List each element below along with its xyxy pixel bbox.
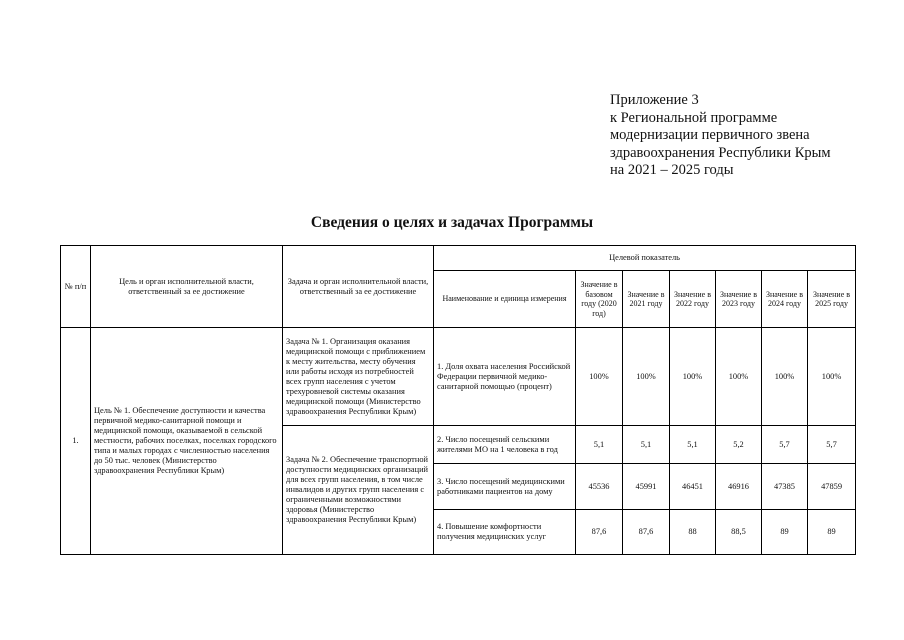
header-2022: Значение в 2022 году xyxy=(670,271,716,328)
header-2025: Значение в 2025 году xyxy=(808,271,856,328)
value-2025: 5,7 xyxy=(808,426,856,464)
header-task: Задача и орган исполнительной власти, ответственный за ее достижение xyxy=(283,246,434,328)
value-2025: 100% xyxy=(808,328,856,426)
appendix-line: на 2021 – 2025 годы xyxy=(610,162,734,178)
value-base: 45536 xyxy=(576,464,623,510)
indicator-name: 2. Число посещений сельскими жителями МО на 1 человека в год xyxy=(434,426,576,464)
goals-table xyxy=(60,245,856,555)
header-goal: Цель и орган исполнительной власти, ответственный за ее достижение xyxy=(91,246,283,328)
value-2023: 100% xyxy=(716,328,762,426)
value-2022: 46451 xyxy=(670,464,716,510)
appendix-line: модернизации первичного звена xyxy=(610,127,810,143)
value-2024: 47385 xyxy=(762,464,808,510)
header-num: № п/п xyxy=(61,246,91,328)
appendix-line: к Региональной программе xyxy=(610,109,778,126)
value-2023: 46916 xyxy=(716,464,762,510)
value-2021: 87,6 xyxy=(623,510,670,555)
task-cell: Задача № 2. Обеспечение транспортной доступности медицинских организаций для всех групп населения, в том числе инвалидов и других групп населения с ограниченными возможностями здоровья (Министерство здравоохранения Республики Крым) xyxy=(283,426,434,555)
value-base: 100% xyxy=(576,328,623,426)
header-target: Целевой показатель xyxy=(434,246,856,271)
value-2022: 5,1 xyxy=(670,426,716,464)
value-2024: 100% xyxy=(762,328,808,426)
value-2023: 5,2 xyxy=(716,426,762,464)
value-2022: 100% xyxy=(670,328,716,426)
appendix-header xyxy=(610,92,831,180)
indicator-name: 4. Повышение комфортности получения медицинских услуг xyxy=(434,510,576,555)
value-2024: 89 xyxy=(762,510,808,555)
header-base-year: Значение в базовом году (2020 год) xyxy=(576,271,623,328)
table-row xyxy=(61,328,856,426)
task-cell: Задача № 1. Организация оказания медицинской помощи с приближением к месту жительства, месту обучения или работы исходя из потребностей всех групп населения с учетом трехуровневой системы оказания медицинской помощи (Министерство здравоохранения Республики Крым) xyxy=(283,328,434,426)
value-2024: 5,7 xyxy=(762,426,808,464)
header-2021: Значение в 2021 году xyxy=(623,271,670,328)
value-2023: 88,5 xyxy=(716,510,762,555)
header-row xyxy=(61,246,856,271)
value-2025: 89 xyxy=(808,510,856,555)
appendix-line: Приложение 3 xyxy=(610,92,699,108)
header-2024: Значение в 2024 году xyxy=(762,271,808,328)
value-2025: 47859 xyxy=(808,464,856,510)
header-2023: Значение в 2023 году xyxy=(716,271,762,328)
header-indicator-name: Наименование и единица измерения xyxy=(434,271,576,328)
indicator-name: 3. Число посещений медицинскими работниками пациентов на дому xyxy=(434,464,576,510)
value-base: 87,6 xyxy=(576,510,623,555)
value-2021: 100% xyxy=(623,328,670,426)
value-base: 5,1 xyxy=(576,426,623,464)
value-2021: 45991 xyxy=(623,464,670,510)
goal-cell: Цель № 1. Обеспечение доступности и качества первичной медико-санитарной помощи и медицинской помощи, оказываемой в сельской местности, рабочих поселках, поселках городского типа и малых городах с численностью населения до 50 тыс. человек (Министерство здравоохранения Республики Крым) xyxy=(91,328,283,555)
appendix-line: здравоохранения Республики Крым xyxy=(610,144,831,161)
value-2022: 88 xyxy=(670,510,716,555)
value-2021: 5,1 xyxy=(623,426,670,464)
document-title: Сведения о целях и задачах Программы xyxy=(310,214,594,231)
row-number: 1. xyxy=(61,328,91,555)
indicator-name: 1. Доля охвата населения Российской Федерации первичной медико-санитарной помощью (процент) xyxy=(434,328,576,426)
